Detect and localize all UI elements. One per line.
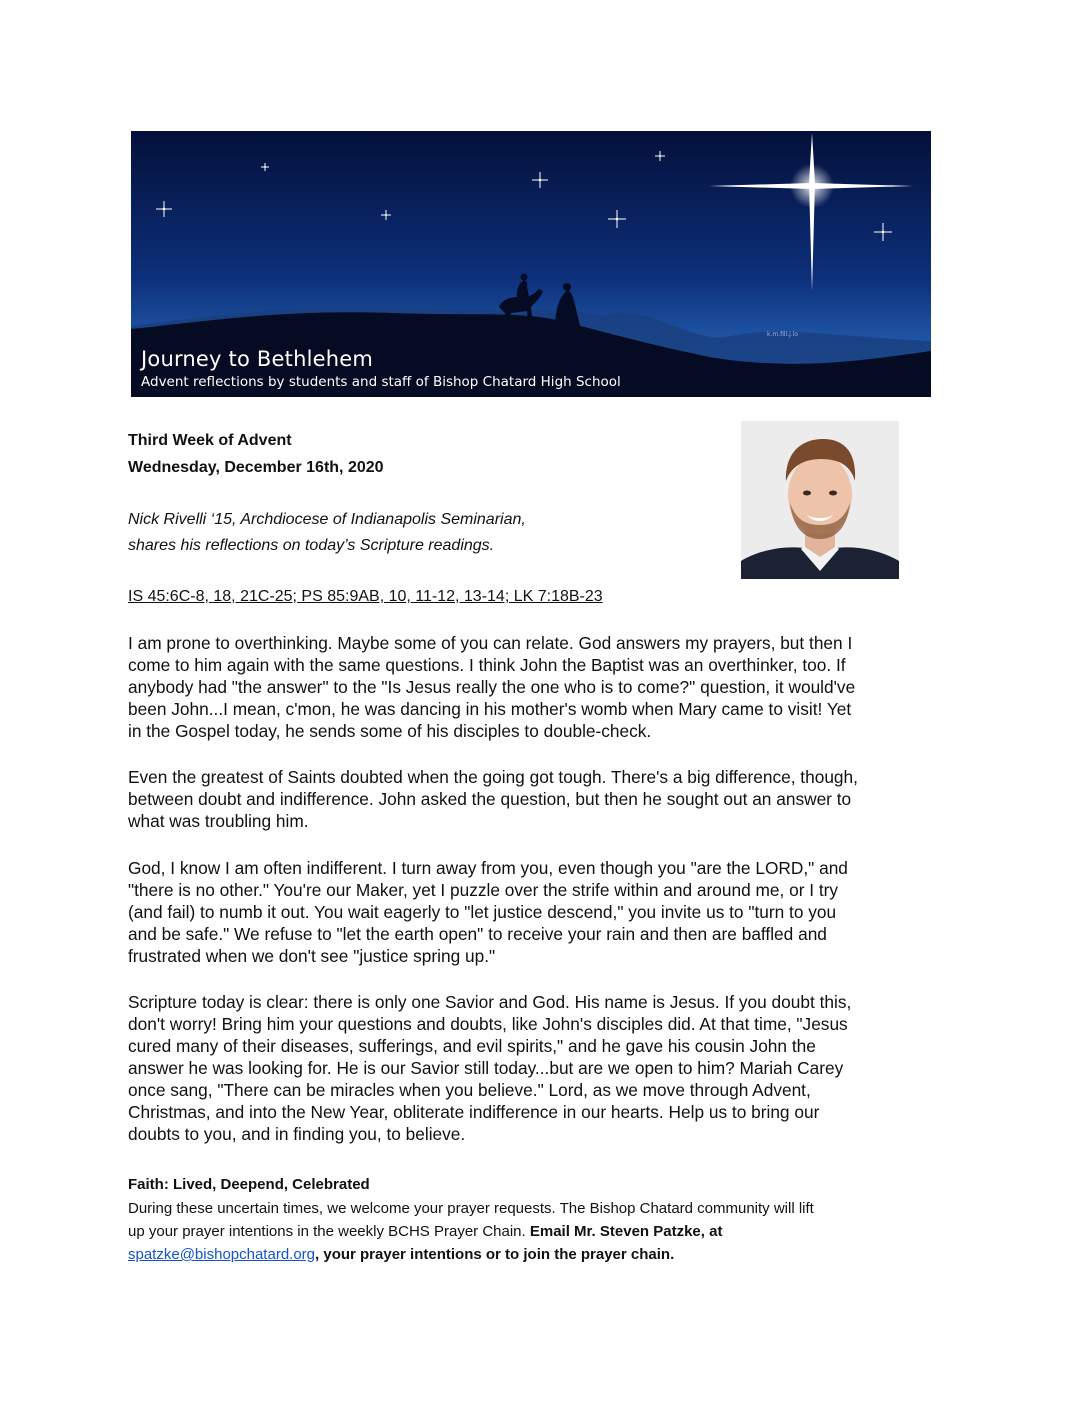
paragraph-line: doubts to you, and in finding you, to believe. [128, 1124, 466, 1144]
reflection-paragraph-4 [128, 991, 958, 1145]
paragraph-line: I am prone to overthinking. Maybe some of you can relate. God answers my prayers, but then I [128, 633, 853, 653]
email-link[interactable]: spatzke@bishopchatard.org [128, 1246, 316, 1263]
paragraph-line: in the Gospel today, he sends some of his disciples to double-check. [128, 721, 652, 741]
scripture-readings-reference: IS 45:6C-8, 18, 21C-25; PS 85:9AB, 10, 11-12, 13-14; LK 7:18B-23 [128, 588, 603, 605]
advent-week-heading: Third Week of Advent [128, 432, 292, 449]
artist-signature: k.m.fill.j.lo [767, 331, 799, 338]
email-contact-text: Email Mr. Steven Patzke, at [529, 1223, 723, 1240]
author-line-2: shares his reflections on today’s Scripture readings. [128, 537, 495, 554]
faith-section-title: Faith: Lived, Deepend, Celebrated [128, 1176, 370, 1193]
paragraph-line: don't worry! Bring him your questions and doubts, like John's disciples did. At that time, "Jesus [128, 1014, 848, 1034]
paragraph-line: come to him again with the same questions. I think John the Baptist was an overthinker, too. If [128, 655, 846, 675]
paragraph-line: frustrated when we don't see "justice spring up." [128, 946, 496, 966]
paragraph-line: between doubt and indifference. John asked the question, but then he sought out an answer to [128, 789, 852, 809]
prayer-intentions-text: , your prayer intentions or to join the prayer chain. [315, 1246, 675, 1263]
paragraph-line: once sang, "There can be miracles when you believe." Lord, as we move through Advent, [128, 1080, 811, 1100]
paragraph-line: Christmas, and into the New Year, obliterate indifference in our hearts. Help us to bring our [128, 1102, 820, 1122]
paragraph-line: "there is no other." You're our Maker, yet I puzzle over the strife within and around me, or I try [128, 880, 839, 900]
reflection-date-heading: Wednesday, December 16th, 2020 [128, 459, 384, 476]
reflection-paragraph-2 [128, 766, 958, 832]
paragraph-line: and be safe." We refuse to "let the earth open" to receive your rain and then are baffled and [128, 924, 827, 944]
author-portrait-icon [741, 421, 899, 579]
reflection-paragraph-3 [128, 857, 958, 967]
paragraph-line: anybody had "the answer" to the "Is Jesus really the one who is to come?" question, it would've [128, 677, 856, 697]
paragraph-line: Scripture today is clear: there is only one Savior and God. His name is Jesus. If you doubt this, [128, 992, 852, 1012]
prayer-request-line-2 [128, 1223, 722, 1240]
journey-to-bethlehem-banner [131, 131, 931, 397]
banner-subtitle: Advent reflections by students and staff of Bishop Chatard High School [141, 374, 621, 390]
paragraph-line: what was troubling him. [128, 811, 309, 831]
prayer-request-line-3 [128, 1246, 674, 1263]
paragraph-line: Even the greatest of Saints doubted when the going got tough. There's a big difference, though, [128, 767, 858, 787]
author-line-1: Nick Rivelli ‘15, Archdiocese of Indianapolis Seminarian, [128, 511, 526, 528]
paragraph-line: been John...I mean, c'mon, he was dancing in his mother's womb when Mary came to visit! Yet [128, 699, 852, 719]
paragraph-line: answer he was looking for. He is our Savior still today...but are we open to him? Mariah Carey [128, 1058, 844, 1078]
banner-title: Journey to Bethlehem [141, 347, 374, 371]
prayer-request-line-1: During these uncertain times, we welcome your prayer requests. The Bishop Chatard community will lift [128, 1200, 814, 1217]
prayer-chain-text: up your prayer intentions in the weekly BCHS Prayer Chain. [128, 1223, 530, 1240]
paragraph-line: cured many of their diseases, sufferings, and evil spirits," and he gave his cousin John the [128, 1036, 816, 1056]
reflection-paragraph-1 [128, 632, 958, 742]
paragraph-line: God, I know I am often indifferent. I turn away from you, even though you "are the LORD," and [128, 858, 848, 878]
author-photo [741, 421, 899, 579]
paragraph-line: (and fail) to numb it out. You wait eagerly to "let justice descend," you invite us to "turn to you [128, 902, 837, 922]
